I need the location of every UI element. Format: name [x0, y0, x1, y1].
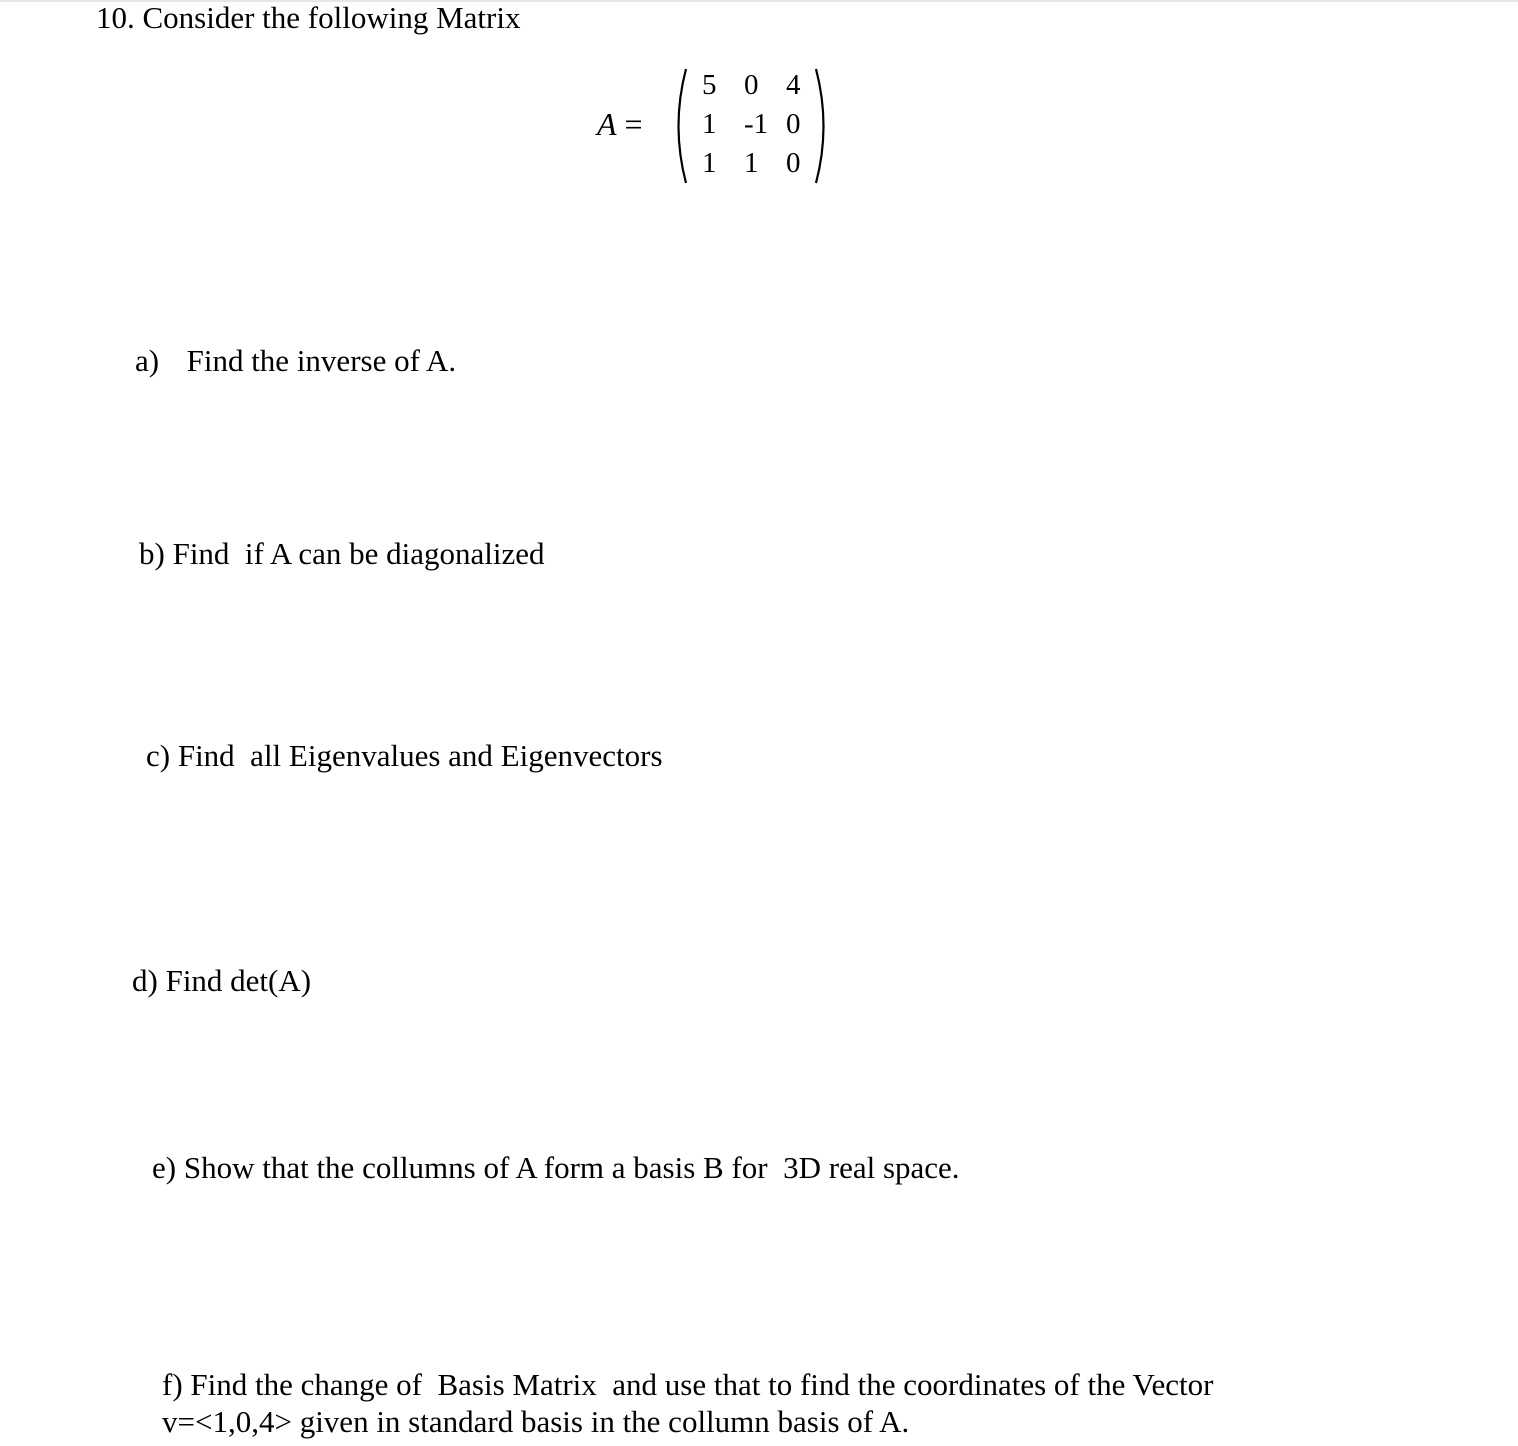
question-title: Consider the following Matrix	[142, 0, 521, 35]
matrix-cell: 0	[744, 69, 759, 101]
matrix-cell: 0	[786, 147, 801, 179]
matrix-cell: 4	[786, 69, 801, 101]
question-number: 10.	[96, 0, 135, 35]
matrix-cell: 1	[702, 147, 717, 179]
part-b: b) Find if A can be diagonalized	[139, 536, 545, 571]
part-d: d) Find det(A)	[132, 963, 312, 998]
part-e: e) Show that the collumns of A form a basis B for 3D real space.	[152, 1150, 960, 1185]
matrix-cell: 5	[702, 69, 717, 101]
matrix-equals: =	[624, 106, 643, 142]
part-a-text: Find the inverse of A.	[186, 343, 457, 378]
part-c: c) Find all Eigenvalues and Eigenvectors	[146, 738, 663, 773]
part-a-label: a)	[135, 343, 160, 378]
matrix-cell: -1	[744, 108, 769, 140]
part-f-line-2: v=<1,0,4> given in standard basis in the collumn basis of A.	[162, 1404, 910, 1439]
part-a	[135, 343, 456, 379]
left-parenthesis	[668, 66, 690, 186]
matrix-cell: 1	[744, 147, 759, 179]
matrix-name: A	[597, 106, 617, 142]
matrix-cell: 0	[786, 108, 801, 140]
question-heading	[96, 0, 520, 36]
part-f-line-1: f) Find the change of Basis Matrix and use that to find the coordinates of the Vector	[162, 1367, 1214, 1402]
matrix-cell: 1	[702, 108, 717, 140]
right-parenthesis	[812, 66, 834, 186]
matrix-label	[597, 104, 643, 144]
